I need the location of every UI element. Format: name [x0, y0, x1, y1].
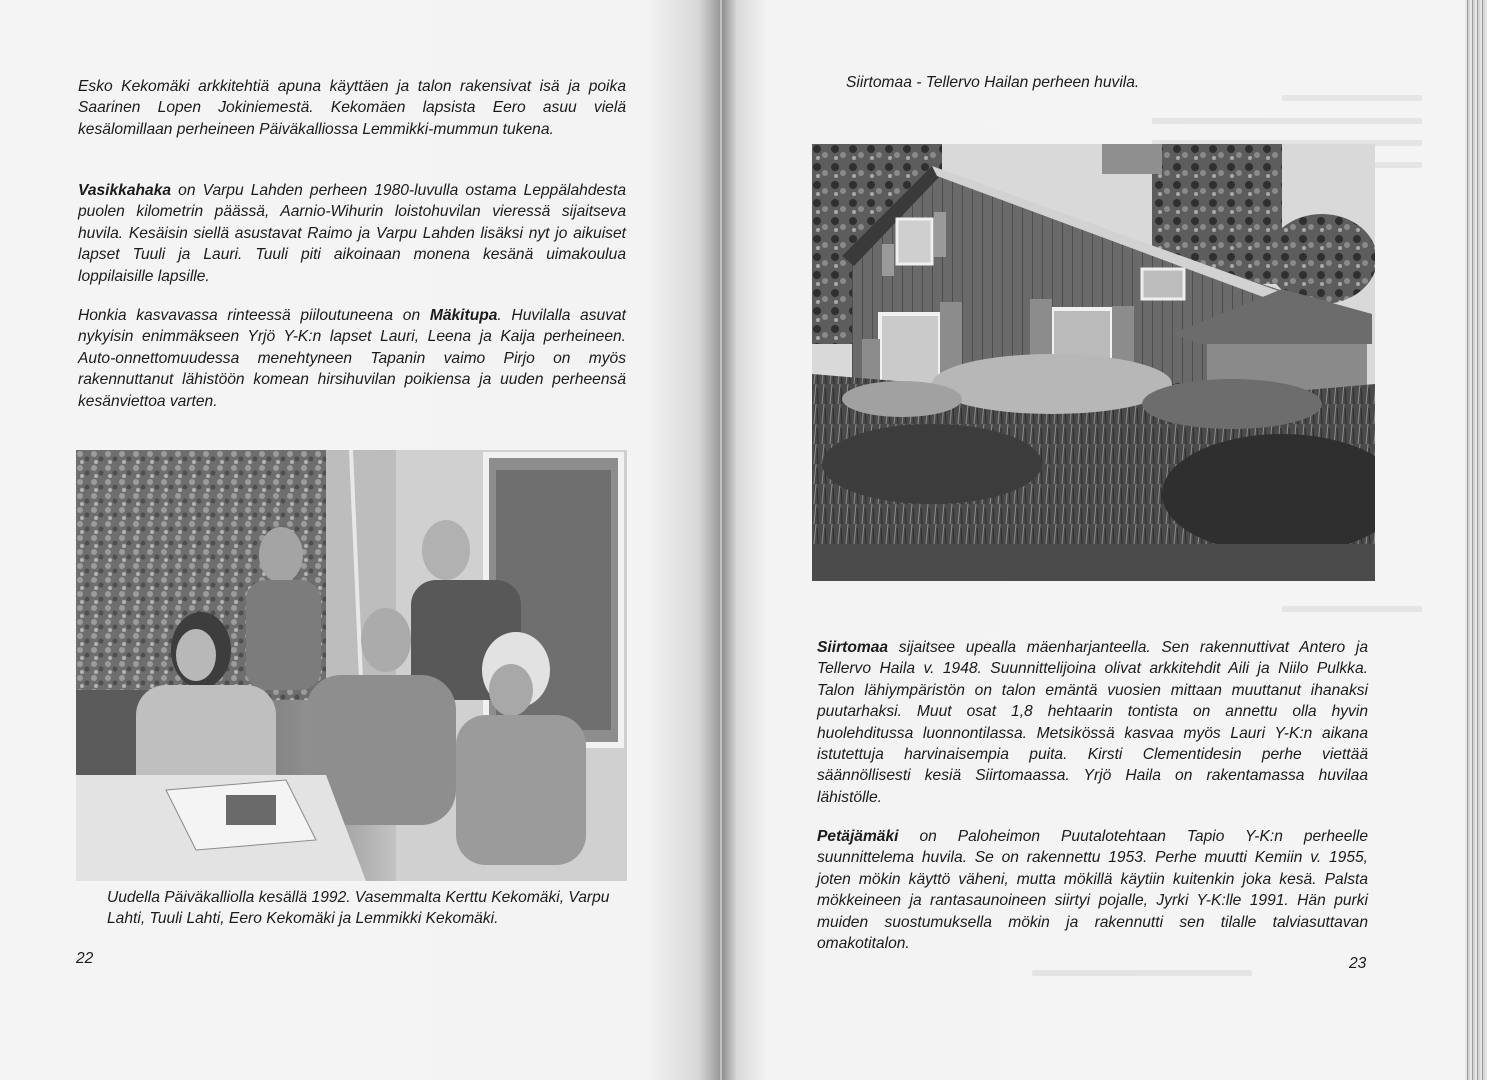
right-paragraph-1-text: sijaitsee upealla mäenharjanteella. Sen rakennuttivat Antero ja Tellervo Haila v. 1948. Suunnittelijoina olivat arkkitehdit Aili ja Niilo Pulkka. Talon lähiympäristön on talon emäntä vuosien mittaan muuttanut ihanaksi puutarhaksi. Muut osat 1,8 hehtaarin tontista on annettu olla hyvin huolehditussa luonnontilassa. Metsikössä kasvaa myös Lauri Y-K:n aikana istutettuja harvinaisempia puita. Kirsti Clementidesin perhe viettää säännöllisesti kesiä Siirtomaassa. Yrjö Haila on rakentamassa huvilaa lähistölle. [817, 639, 1368, 806]
right-paragraph-2 [817, 826, 1368, 954]
right-photo-caption: Siirtomaa - Tellervo Hailan perheen huvila. [846, 74, 1140, 91]
family-group-photo [76, 450, 627, 881]
makitupa-heading: Mäkitupa [429, 307, 498, 324]
left-paragraph-3-text-start: Honkia kasvavassa rinteessä piiloutuneena on [78, 307, 421, 324]
vasikkahaka-heading: Vasikkahaka [78, 182, 172, 199]
bleed-through-line [1032, 970, 1252, 976]
left-page-number: 22 [76, 950, 94, 967]
right-paragraph-2-text: on Paloheimon Puutalotehtaan Tapio Y-K:n perheelle suunnittelema huvila. Se on rakennettu 1953. Perhe muutti Kemiin v. 1955, joten mökin käyttö väheni, mutta mökillä käytiin kuitenkin joka kesä. Palsta mökkeineen ja rantasaunoineen siirtyi pojalle, Jyrki Y-K:lle 1991. Hän purki muiden suostumuksella mökin ja rakennutti sen tilalle talviasuttavan omakotitalon. [817, 828, 1368, 953]
bleed-through-line [1152, 118, 1422, 124]
left-page [0, 0, 720, 1080]
left-paragraph-3-text-end: . Huvilalla asuvat nykyisin enimmäkseen Yrjö Y-K:n lapset Lauri, Leena ja Kaija perheineen. Auto-onnettomuudessa menehtyneen Tapanin vaimo Pirjo on myös rakennuttanut lähistöön komean hirsihuvilan poikiensa ja uuden perheensä kesänviettoa varten. [78, 307, 626, 410]
petajamaki-heading: Petäjämäki [817, 828, 899, 845]
left-paragraph-2-text: on Varpu Lahden perheen 1980-luvulla ostama Leppälahdesta puolen kilometrin päässä, Aarnio-Wihurin loistohuvilan vieressä sijaitseva huvila. Kesäisin siellä asustavat Raimo ja Varpu Lahden lisäksi nyt jo aikuiset lapset Tuuli ja Lauri. Tuuli piti aikoinaan monena kesänä uimakoulua loppilaisille lapsille. [78, 182, 626, 285]
left-photo-caption: Uudella Päiväkalliolla kesällä 1992. Vasemmalta Kerttu Kekomäki, Varpu Lahti, Tuuli Lahti, Eero Kekomäki ja Lemmikki Kekomäki. [107, 889, 610, 927]
right-paragraph-1 [817, 637, 1368, 808]
left-paragraph-3 [78, 305, 626, 412]
left-paragraph-1-text: Esko Kekomäki arkkitehtiä apuna käyttäen ja talon rakensivat isä ja poika Saarinen Lopen Jokiniemestä. Kekomäen lapsista Eero asuu vielä kesälomillaan perheineen Päiväkalliossa Lemmikki-mummun tukena. [78, 78, 626, 138]
left-paragraph-1 [78, 76, 626, 140]
page-edges [1465, 0, 1487, 1080]
bleed-through-line [1282, 606, 1422, 612]
siirtomaa-house-photo [812, 144, 1375, 581]
left-paragraph-2 [78, 180, 626, 287]
siirtomaa-heading: Siirtomaa [817, 639, 889, 656]
right-page [722, 0, 1467, 1080]
right-page-number: 23 [1349, 955, 1367, 972]
family-group-photo-image [76, 450, 627, 881]
siirtomaa-house-photo-image [812, 144, 1375, 581]
bleed-through-line [1282, 95, 1422, 101]
